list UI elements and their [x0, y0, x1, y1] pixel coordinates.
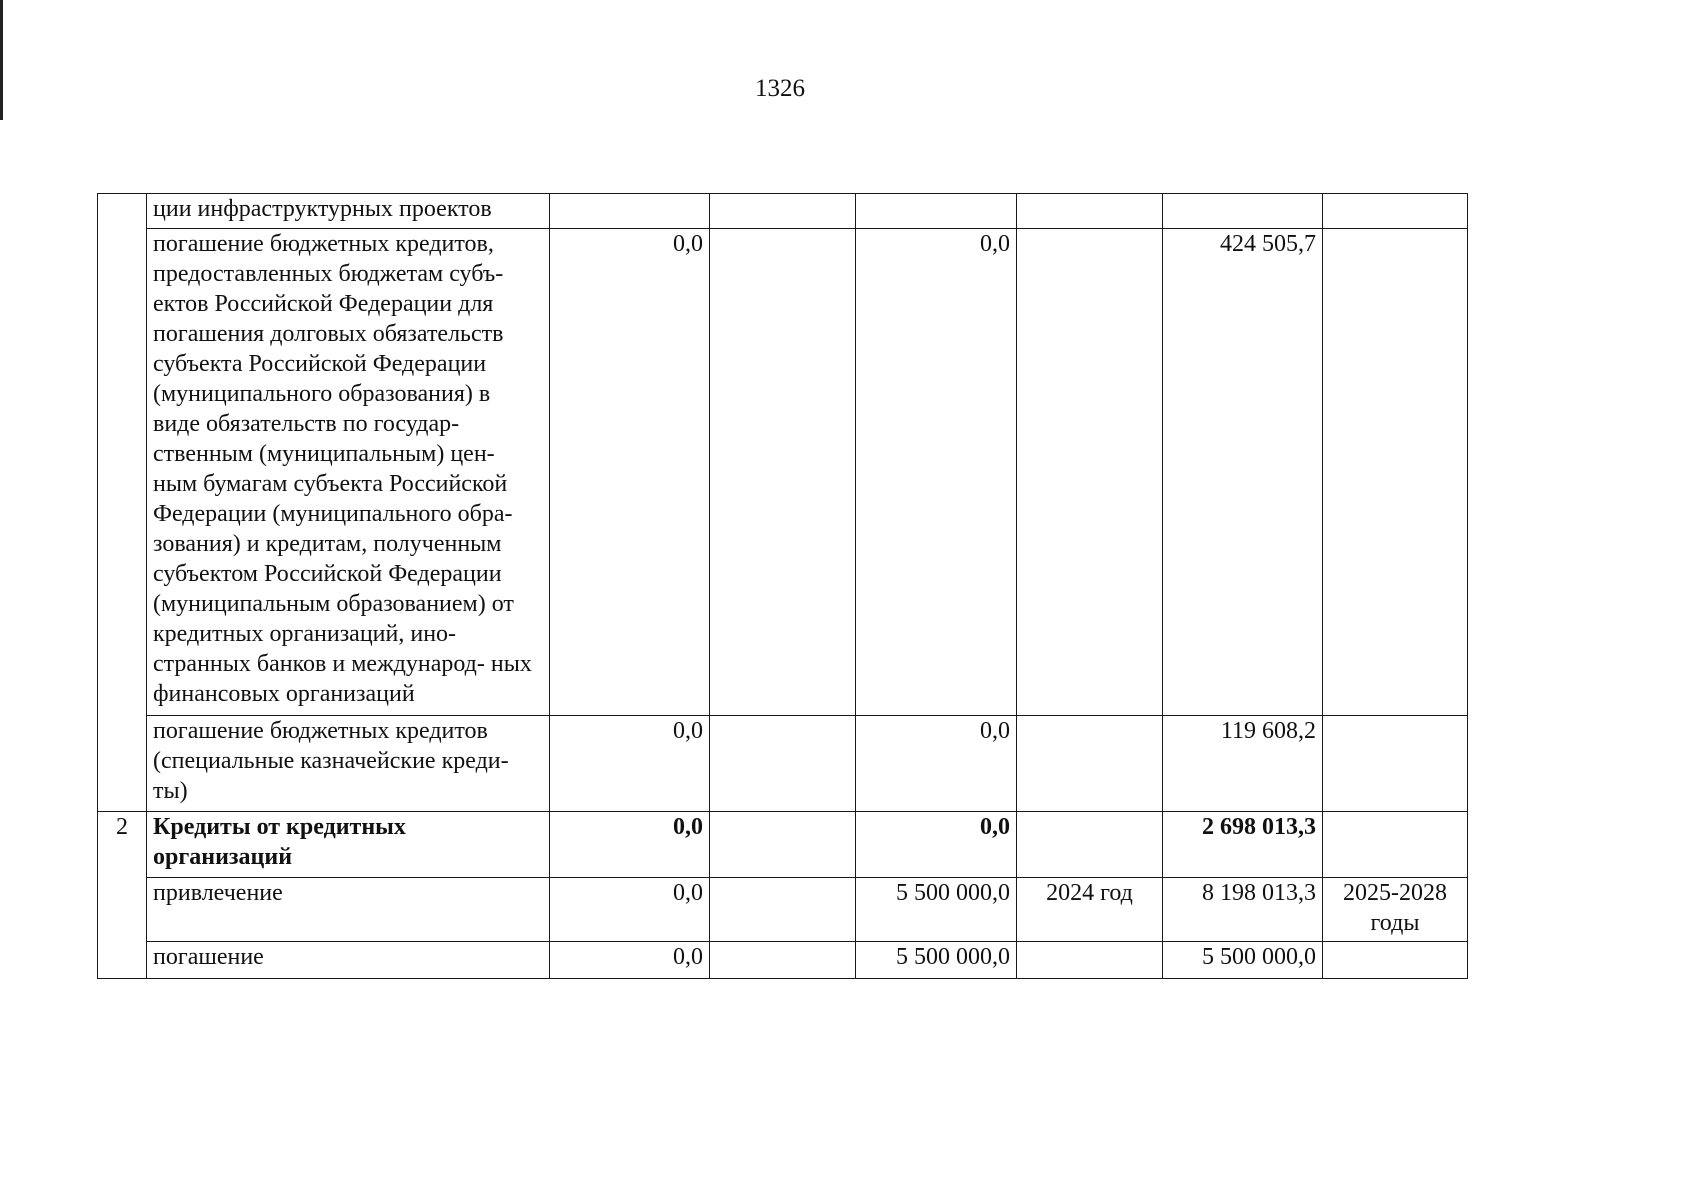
cell-value: 5 500 000,0	[856, 942, 1017, 979]
page-number: 1326	[755, 75, 805, 102]
row-name: погашение	[147, 942, 550, 979]
cell-value	[1017, 229, 1163, 716]
cell-value	[1323, 812, 1468, 878]
cell-value: 5 500 000,0	[1163, 942, 1323, 979]
cell-value: 0,0	[550, 812, 710, 878]
row-name: погашение бюджетных кредитов, предоставленных бюджетам субъ- ектов Российской Федерации для погашения долговых обязательств субъекта Российской Федерации (муниципального образования) в виде обязательств по государ- ственным (муниципальным) цен- ным бумагам субъекта Российской Федерации (муниципального обра- зования) и кредитам, полученным субъектом Российской Федерации (муниципальным образованием) от кредитных организаций, ино- странных банков и международ- ных финансовых организаций	[147, 229, 550, 716]
cell-value	[1017, 812, 1163, 878]
row-name: привлечение	[147, 878, 550, 942]
row-name: ции инфраструктурных проектов	[147, 194, 550, 229]
row-name: Кредиты от кредитных организаций	[147, 812, 550, 878]
row-name: погашение бюджетных кредитов (специальные казначейские креди- ты)	[147, 716, 550, 812]
cell-value: 0,0	[550, 229, 710, 716]
cell-value	[710, 942, 856, 979]
cell-value	[710, 229, 856, 716]
table-row	[98, 716, 1468, 812]
cell-value	[1323, 194, 1468, 229]
row-number	[98, 194, 147, 229]
cell-value: 424 505,7	[1163, 229, 1323, 716]
table-row	[98, 942, 1468, 979]
cell-value	[856, 194, 1017, 229]
row-number	[98, 716, 147, 812]
cell-value	[710, 878, 856, 942]
cell-value: 2024 год	[1017, 878, 1163, 942]
table-row	[98, 878, 1468, 942]
cell-value	[550, 194, 710, 229]
row-number	[98, 878, 147, 942]
cell-value: 0,0	[550, 716, 710, 812]
row-number: 2	[98, 812, 147, 878]
cell-value	[1163, 194, 1323, 229]
table-row	[98, 229, 1468, 716]
cell-value	[710, 812, 856, 878]
cell-value	[1323, 229, 1468, 716]
budget-table	[97, 193, 1468, 979]
cell-value: 0,0	[550, 878, 710, 942]
cell-value: 2 698 013,3	[1163, 812, 1323, 878]
table-row	[98, 812, 1468, 878]
row-number	[98, 229, 147, 716]
cell-value	[1323, 716, 1468, 812]
cell-value: 8 198 013,3	[1163, 878, 1323, 942]
cell-value	[1017, 194, 1163, 229]
cell-value	[710, 716, 856, 812]
cell-value: 0,0	[550, 942, 710, 979]
cell-value	[1323, 942, 1468, 979]
cell-value	[1017, 716, 1163, 812]
cell-value: 2025-2028 годы	[1323, 878, 1468, 942]
cell-value	[1017, 942, 1163, 979]
cell-value: 0,0	[856, 716, 1017, 812]
row-number	[98, 942, 147, 979]
cell-value: 119 608,2	[1163, 716, 1323, 812]
cell-value	[710, 194, 856, 229]
cell-value: 5 500 000,0	[856, 878, 1017, 942]
cell-value: 0,0	[856, 812, 1017, 878]
table-row	[98, 194, 1468, 229]
cell-value: 0,0	[856, 229, 1017, 716]
